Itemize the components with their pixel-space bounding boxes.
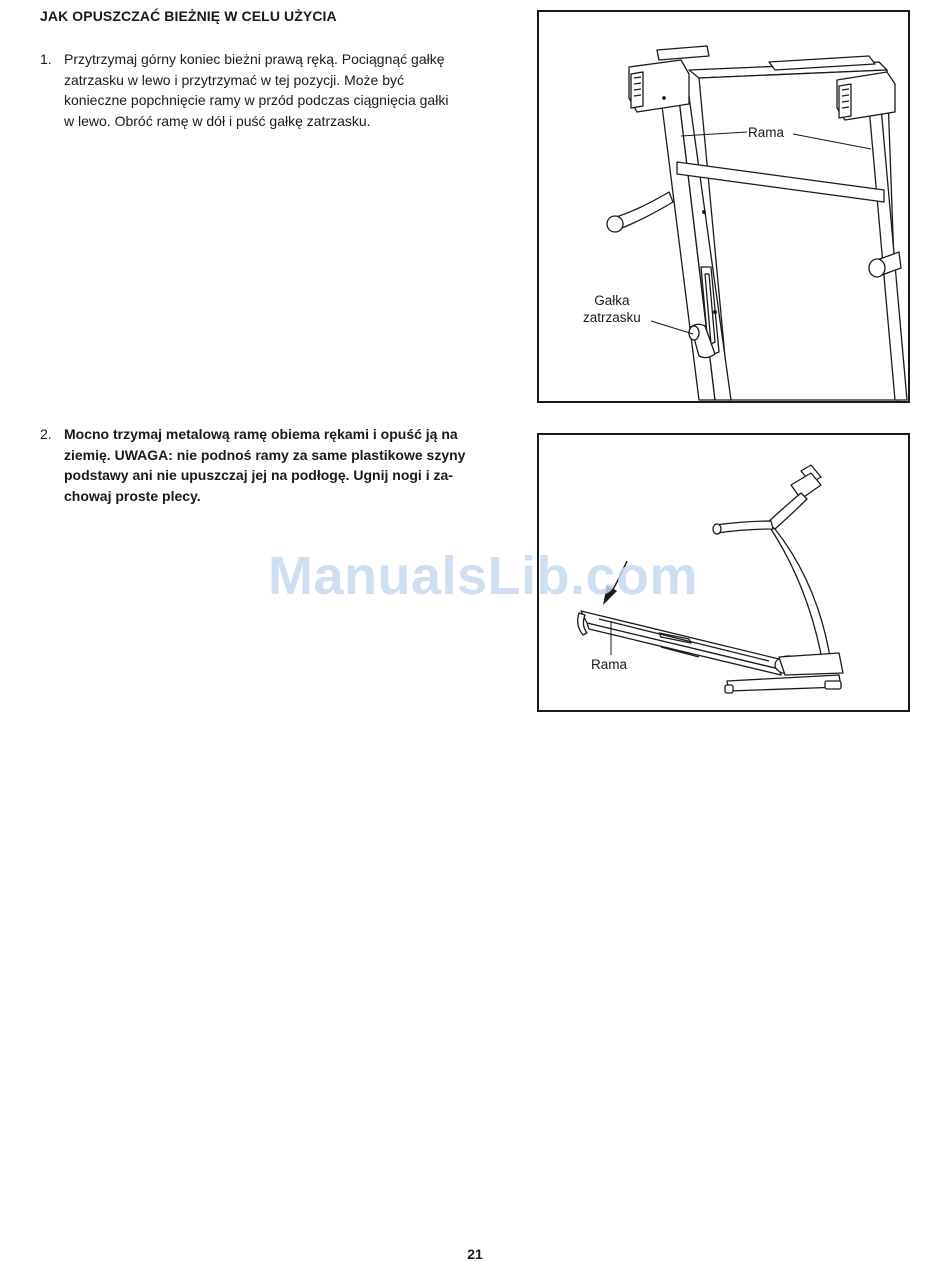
step-line: konieczne popchnięcie ramy w przód podczas ciągnięcia gałki	[64, 92, 449, 108]
latch-knob-label-line: zatrzasku	[583, 310, 641, 325]
latch-knob-label	[583, 292, 641, 326]
step-text	[64, 49, 510, 131]
step-line: w lewo. Obróć ramę w dół i puść gałkę zatrzasku.	[64, 112, 371, 129]
step-line: ziemię. UWAGA: nie podnoś ramy za same plastikowe szyny	[64, 446, 466, 463]
watermark: ManualsLib.com	[268, 546, 699, 606]
step-1	[40, 49, 510, 131]
figure-folded-treadmill	[537, 10, 910, 403]
latch-knob-label-line: Gałka	[594, 293, 630, 308]
step-line: chowaj proste plecy.	[64, 487, 201, 504]
page-number: 21	[467, 1246, 483, 1262]
step-line: Mocno trzymaj metalową ramę obiema rękami i opuść ją na	[64, 426, 458, 442]
step-line: Przytrzymaj górny koniec bieżni prawą ręką. Pociągnąć gałkę	[64, 51, 445, 67]
page-heading: JAK OPUSZCZAĆ BIEŻNIĘ W CELU UŻYCIA	[40, 8, 337, 24]
frame-label: Rama	[748, 125, 785, 140]
step-2	[40, 424, 510, 506]
frame-label: Rama	[591, 657, 628, 672]
step-line: zatrzasku w lewo i przytrzymać w tej pozycji. Może być	[64, 71, 404, 88]
folded-treadmill-drawing	[539, 12, 910, 403]
step-line: podstawy ani nie upuszczaj jej na podłogę. Ugnij nogi i za-	[64, 467, 453, 483]
step-number: 1.	[40, 51, 52, 67]
step-number: 2.	[40, 426, 52, 442]
step-text	[64, 424, 510, 506]
